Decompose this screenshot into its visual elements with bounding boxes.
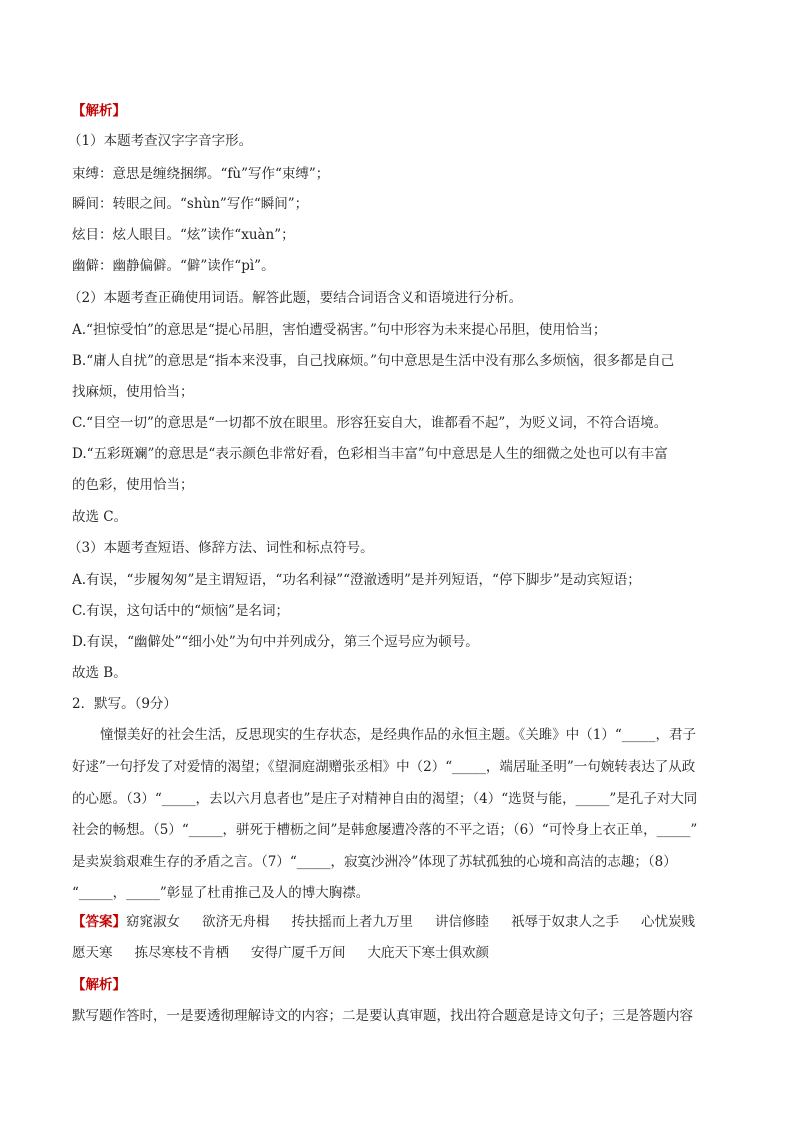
passage-line-3: 的心愿。（3）“_____，去以六月息者也”是庄子对精神自由的渴望；（4）“选贤与能，_____”是孔子对大同 [72,791,698,807]
passage-line-5: 是卖炭翁艰难生存的矛盾之言。（7）“_____，寂寞沙洲冷”体现了苏轼孤独的心境和高洁的志趣；（8） [72,854,677,870]
q2-option-b-line1: B.“庸人自扰”的意思是“指本来没事，自己找麻烦。”句中意思是生活中没有那么多烦恼，很多都是自己 [72,353,675,369]
answer-item: 安得广厦千万间 [251,945,346,961]
q3-option-c: C.有误，这句话中的“烦恼”是名词； [72,603,289,619]
answer-item: 窈窕淑女 [126,914,180,930]
q3-option-d: D.有误，“幽僻处”“细小处”为句中并列成分，第三个逗号应为顿号。 [72,634,479,650]
q1-item-4: 幽僻：幽静偏僻。“僻”读作“pì”。 [72,258,275,274]
answer-row-2 [72,943,722,963]
answer-item: 愿天寒 [72,945,113,961]
answer-item: 拣尽寒枝不肯栖 [134,945,229,961]
q2-option-d-line1: D.“五彩斑斓”的意思是“表示颜色非常好看，色彩相当丰富”句中意思是人生的细微之处也可以有丰富 [72,446,668,462]
answer-item: 欲济无舟楫 [202,914,270,930]
analysis-tag-2: 【解析】 [72,977,126,993]
q1-intro: （1）本题考查汉字字音字形。 [68,133,253,149]
q1-item-1: 束缚：意思是缠绕捆绑。“fù”写作“束缚”； [72,166,330,182]
answer-tag: 【答案】 [72,914,126,930]
passage-line-6: “_____，_____”彰显了杜甫推己及人的博大胸襟。 [72,885,370,901]
q1-item-3: 炫目：炫人眼目。“炫”读作“xuàn”； [72,227,295,243]
passage-line-4: 社会的畅想。（5）“_____，骈死于槽枥之间”是韩愈屡遭冷落的不平之语；（6）“可怜身上衣正单，_____” [72,822,698,838]
answer-item: 大庇天下寒士俱欢颜 [367,945,489,961]
q3-intro: （3）本题考查短语、修辞方法、词性和标点符号。 [68,540,374,556]
answer-item: 祇辱于奴隶人之手 [511,914,619,930]
q3-choice: 故选 B。 [72,665,127,681]
q2-option-b-line2: 找麻烦，使用恰当； [72,384,194,400]
analysis-tag: 【解析】 [72,103,126,119]
q1-item-2: 瞬间：转眼之间。“shùn”写作“瞬间”； [72,196,309,212]
answer-item: 心忧炭贱 [641,914,695,930]
passage-line-2: 好逑”一句抒发了对爱情的渴望；《望洞庭湖赠张丞相》中（2）“_____，端居耻圣明”一句婉转表达了从政 [72,759,696,775]
q2-option-a: A.“担惊受怕”的意思是“提心吊胆，害怕遭受祸害。”句中形容为未来提心吊胆，使用恰当； [72,322,607,338]
answer-item: 抟扶摇而上者九万里 [291,914,413,930]
analysis-text: 默写题作答时，一是要透彻理解诗文的内容；二是要认真审题，找出符合题意是诗文句子；三是答题内容 [72,1008,693,1024]
passage-line-1: 憧憬美好的社会生活，反思现实的生存状态，是经典作品的永恒主题。《关雎》中（1）“_____，君子 [100,727,696,743]
q3-option-a: A.有误，“步履匆匆”是主谓短语，“功名利禄”“澄澈透明”是并列短语，“停下脚步”是动宾短语； [72,572,641,588]
question-2-heading: 2．默写。（9分） [72,696,177,712]
answer-item: 讲信修睦 [435,914,489,930]
q2-option-d-line2: 的色彩，使用恰当； [72,477,194,493]
q2-option-c: C.“目空一切”的意思是“一切都不放在眼里。形容狂妄自大，谁都看不起”，为贬义词，不符合语境。 [72,415,668,431]
q2-intro: （2）本题考查正确使用词语。解答此题，要结合词语含义和语境进行分析。 [68,290,523,306]
answer-row-1 [72,912,722,932]
q2-choice: 故选 C。 [72,509,128,525]
